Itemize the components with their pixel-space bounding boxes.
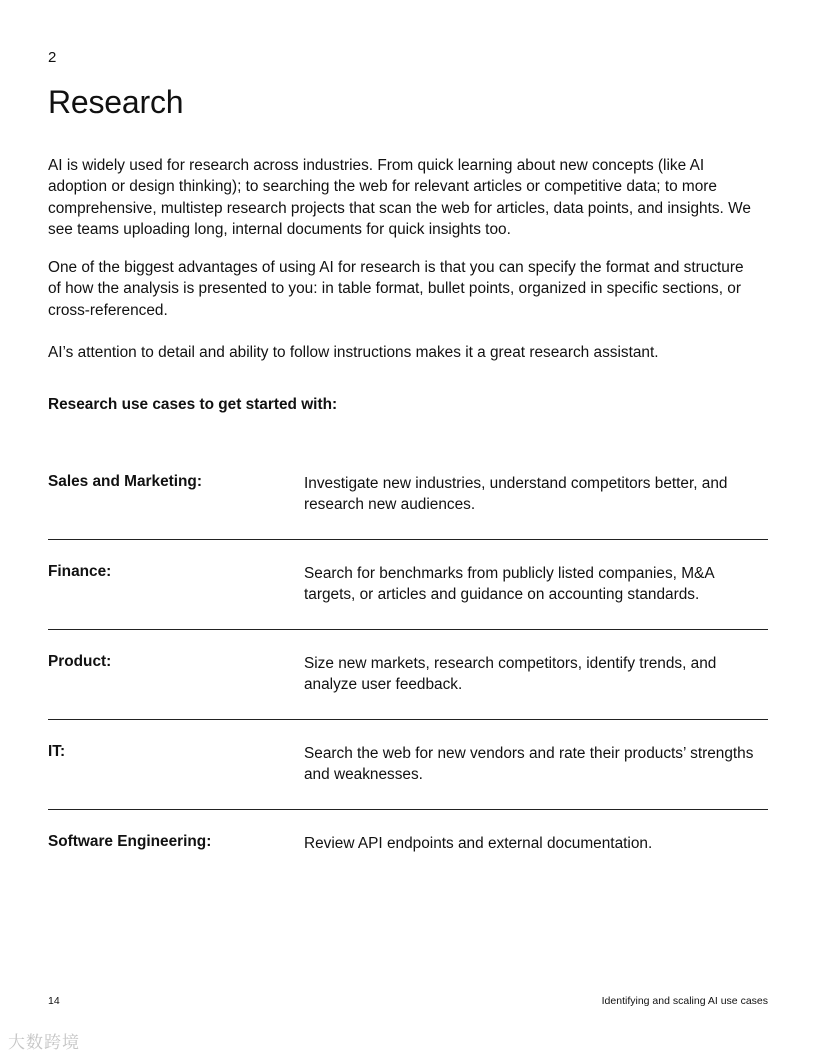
use-case-label: Product: bbox=[48, 653, 112, 670]
use-case-description: Search for benchmarks from publicly listed companies, M&A targets, or articles and guidance on accounting standards. bbox=[304, 565, 714, 604]
use-case-label: Software Engineering: bbox=[48, 833, 212, 850]
format-paragraph: One of the biggest advantages of using AI for research is that you can specify the format and structure of how the analysis is presented to you: in table format, bullet points, organized in specific sections, or cross-referenced. bbox=[48, 259, 744, 319]
use-case-label: Finance: bbox=[48, 563, 112, 580]
page-title: Research bbox=[48, 84, 184, 120]
use-case-description: Size new markets, research competitors, identify trends, and analyze user feedback. bbox=[304, 655, 717, 694]
use-cases-heading: Research use cases to get started with: bbox=[48, 396, 338, 413]
footer-document-title: Identifying and scaling AI use cases bbox=[601, 995, 768, 1007]
use-case-label: IT: bbox=[48, 743, 66, 760]
use-cases-table bbox=[48, 450, 768, 899]
use-case-row bbox=[48, 810, 768, 899]
use-case-row bbox=[48, 630, 768, 720]
intro-paragraph: AI is widely used for research across industries. From quick learning about new concepts (like AI adoption or design thinking); to searching the web for relevant articles or competitive data; to more comprehensive, multistep research projects that scan the web for articles, data points, and insights. We see teams uploading long, internal documents for quick insights too. bbox=[48, 157, 751, 239]
use-case-row bbox=[48, 720, 768, 810]
use-case-description: Review API endpoints and external documentation. bbox=[304, 835, 653, 852]
watermark: 大数跨境 bbox=[8, 1033, 80, 1052]
use-case-row bbox=[48, 450, 768, 540]
section-number: 2 bbox=[48, 49, 57, 66]
use-case-description: Investigate new industries, understand competitors better, and research new audiences. bbox=[304, 475, 728, 514]
footer-page-number: 14 bbox=[48, 995, 60, 1007]
use-case-row bbox=[48, 540, 768, 630]
use-case-label: Sales and Marketing: bbox=[48, 473, 202, 490]
assistant-paragraph: AI’s attention to detail and ability to follow instructions makes it a great research assistant. bbox=[48, 344, 659, 361]
use-case-description: Search the web for new vendors and rate their products’ strengths and weaknesses. bbox=[304, 745, 754, 784]
